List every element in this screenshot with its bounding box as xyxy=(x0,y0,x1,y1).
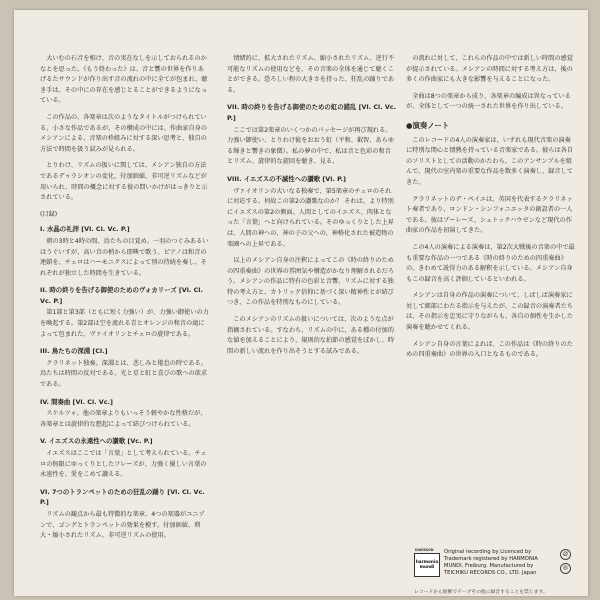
intro-paragraph: 大いむの石音を相け、音の実在なしを示しておられるのかなとを思った。《もう終わった》は、音と響の世界を作りあげるたサウンドが作り出す音の流れの中に全てが包まれ、聴き手は、その中にの存在を感じとることができるようになっている。 xyxy=(40,55,208,105)
movement-title: III. 鳥たちの深淵 [Cl.] xyxy=(40,347,108,356)
recording-credits: Original recording by Licenced by Trademark registered by HARMONIA MUNDI, Freiburg. Manufactured by TEICHIKU RECORDS CO., LTD. Japan xyxy=(444,549,538,576)
body-paragraph: 情緒的に、拡大されたリズム、縮小されたリズム、逆行不可能なリズムの使用などを、その音楽の全体を通じて聴くことができる。恐ろしい程の大きさを持った、狂乱の踊りである。 xyxy=(227,55,395,94)
movement-text: スケルツォ。他の楽章よりもいっそう軽やかな性格だが、各楽章とは旋律的な想起によって結びつけられている。 xyxy=(40,410,207,428)
body-paragraph: メシアン自身の言葉によれば、この作品は《時の終りのための四重奏曲》の世界の入口となるものである。 xyxy=(406,340,573,359)
harmonia-mundi-logo xyxy=(414,548,440,577)
movement-text: ここでは第2楽章のいくつかのパッセージが再び現れる。力強い御使い、とりわけ彼をおおう虹（平和、叡智、あらゆる輝きと響きの象徴）。私の夢の中で、私は音と色彩の和音とリズム、旋律的な旋回を聴き、見る。 xyxy=(227,126,395,166)
notes-paragraph: この4人の演奏による演奏は、第2次大戦後の音楽の中で最も重要な作品の一つである《時の終りのための四重奏曲》の、きわめて説得力のある解釈を示している。メシアン自身もこの録音を高く評価しているといわれる。 xyxy=(406,243,575,283)
text-column-1 xyxy=(40,54,210,574)
circle-p-icon: Ø xyxy=(560,549,571,560)
movement-title: VIII. イエズスの不滅性への讃歌 [Vl. P.] xyxy=(227,174,346,183)
movement-title: VI. 7つのトランペットのための狂乱の踊り [Vl. Cl. Vc. P.] xyxy=(40,487,205,507)
movement-text: 第1部と第3部（ともに短く力強い）が、力強い御使いの力を喚起する。第2部は空を流れる青とオレンジの和音の滝によって包まれた、ヴァイオリンとチェロの旋律である。 xyxy=(40,309,209,338)
intro-paragraph: この作品の、各楽章は次のようなタイトルがつけられている。小さな作品であるが、その構成の中には、作曲家自身のメシアンによる、音楽の枠組みに対する深い思考と、独自の方法で時間を扱う試みが見られる。 xyxy=(40,113,208,153)
notes-paragraph: クラリネットのデ・ペイエは、英国を代表するクラリネット奏者であり、ロンドン・シンフォニエッタの創設者の一人である。彼はブーレーズ、シュトックハウゼンなど現代の作曲家の作品を初演してきた。 xyxy=(406,195,573,235)
text-column-2 xyxy=(227,54,397,574)
notes-paragraph: このレコードの4人の演奏家は、いずれも現代音楽の演奏に特別な関心と情熱を持っている音楽家である。彼らは各自のソリストとしての活動のかたわら、このアンサンブルを組んで、現代の室内楽の重要な作品を数多く演奏し、録音してきた。 xyxy=(406,136,574,186)
intro-paragraph: とりわけ、リズムの扱いに関しては、メシアン独自の方法であるデゥラシオンの変化、付加価値、非可逆リズムなどが用いられ、時間の概念に対する彼の問いかけがはっきりと示されている。 xyxy=(40,162,208,202)
mark-icons xyxy=(560,549,574,577)
notes-paragraph: メシアンは自身の作品の演奏について、しばしば演奏家に対して細部にわたる指示を与えたが、この録音の演奏者たちは、その指示を忠実に守りながらも、各自の個性を生かした演奏を聴かせてくれる。 xyxy=(406,292,574,332)
movement-title: VII. 時の終りを告げる御使のための虹の錯乱 [Vl. Cl. Vc. P.] xyxy=(227,103,397,122)
movement-title: II. 時の終りを告げる御使のためのヴォカリーズ [Vl. Cl. Vc. P.] xyxy=(40,286,203,305)
body-paragraph: 全曲は8つの楽章から成り、各楽章の編成は異なっているが、全体として一つの統一された世界を作り出している。 xyxy=(406,92,571,111)
registered-icon: ® xyxy=(560,563,571,574)
movement-text: ヴァイオリンの大いなる独奏で、第5楽章のチェロのそれに対応する。何故この第2の讃歌なのか？ それは、より特別にイエズスの第2の側面、人間としてのイエズス、肉体となった「言葉」へと向けられている。そのゆっくりとした上昇は、人間の神への、神の子の父への、神格化された被造物の楽園への上昇である。 xyxy=(227,187,394,248)
liner-notes-sheet xyxy=(14,10,588,596)
movement-title: IV. 間奏曲 [Vl. Cl. Vc.] xyxy=(40,397,113,406)
movement-title: V. イエズスの永遠性への讃歌 [Vc. P.] xyxy=(40,437,153,446)
movement-text: クラリネット独奏。深淵とは、悲しみと倦怠の時である。鳥たちは時間の反対である。光と星と虹と喜びの歌への欲求である。 xyxy=(40,359,208,389)
body-paragraph: 以上のメシアン自身の注釈によってこの《時の終りのための四重奏曲》の世界の雰囲気や構造がかなり理解されるだろう。メシアンの作品に特有の色彩と音響、リズムに対する独特の考え方と、カトリック信仰に基づく深い精神性とが結びつき、この作品を特別なものにしている。 xyxy=(227,257,395,307)
body-paragraph: の流れに対して、これらの作品の中では新しい時間の感覚が提示されている。メシアンの時間に対する考え方は、後の多くの作曲家にも大きな影響を与えることになった。 xyxy=(406,55,573,84)
movement-text: イエズスはここでは「言葉」として考えられている。チェロの無限にゆっくりとしたフレーズが、力強く優しい言葉の永遠性を、愛をこめて讃える。 xyxy=(40,450,207,479)
movement-text: リズムの観点から最も特徴的な楽章。4つの楽器がユニゾンで、ゴングとトランペットの効果を模す。付加価値、増大・縮小されたリズム、非可逆リズムの使用。 xyxy=(40,510,205,540)
movement-title: I. 水晶の礼拝 [Vl. Cl. Vc. P.] xyxy=(40,225,130,234)
logo-text: harmonia mundi xyxy=(415,559,439,569)
text-column-3 xyxy=(406,54,576,574)
performance-notes-heading: ●演奏ノート xyxy=(406,120,450,130)
record-label-block xyxy=(414,545,579,585)
copyright-note: レコードから無断でテープその他に録音することを禁じます。 xyxy=(414,590,548,595)
section-label: (目録) xyxy=(40,210,58,218)
movement-text: 朝の3時と4時の間、鳥たちの目覚め。一羽のつぐみあるいはうぐいすが、高い音の梢から即興で歌う。ピアノは和音の連鎖を、チェロはハーモニクスによって別の持続を奏し、それぞれが独立した時間を生きている。 xyxy=(40,237,209,277)
body-paragraph: このメシアンのリズムの扱いについては、次のような点が指摘されている。すなわち、リズムの中に、ある種の付加的な値を加えることにより、規則的な拍節の感覚をぼかし、時間の新しい流れを作り出そうとする試みである。 xyxy=(227,316,395,355)
diapason-mark: DIAPASON xyxy=(415,548,434,552)
